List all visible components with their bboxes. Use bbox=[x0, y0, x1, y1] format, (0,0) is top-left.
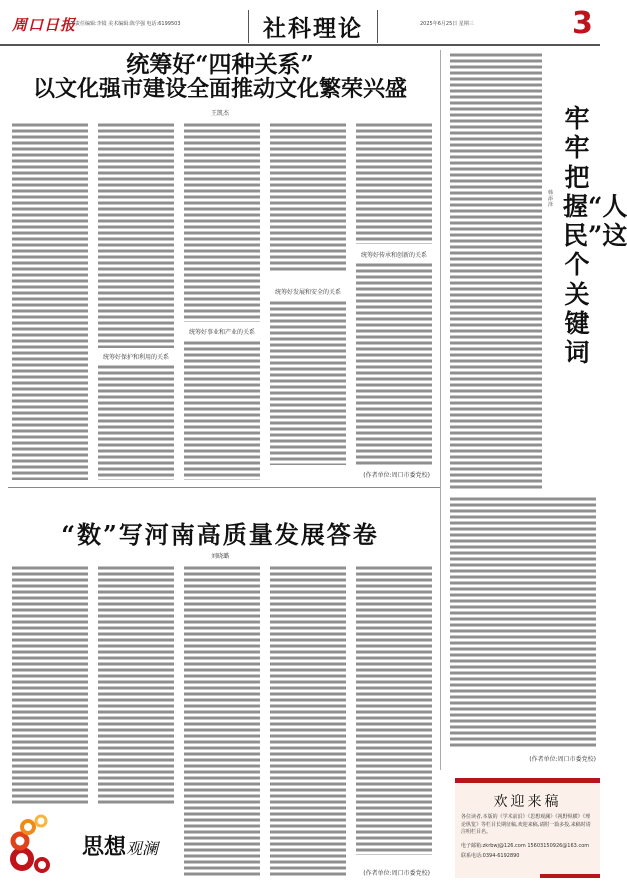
article2-byline: 刘晓璐 bbox=[210, 553, 229, 560]
article2-headline: “数”写河南高质量发展答卷 bbox=[61, 520, 379, 549]
article1-body-col bbox=[356, 262, 432, 465]
submission-notice bbox=[455, 778, 600, 878]
article1-body-col bbox=[184, 122, 260, 322]
header-divider bbox=[0, 44, 600, 46]
newspaper-logo: 周口日报 bbox=[12, 16, 77, 34]
article3-headline: 牢牢把握“人民”这个关键词 bbox=[563, 104, 627, 367]
headline-line2: 以文化强市建设全面推动文化繁荣兴盛 bbox=[32, 76, 407, 103]
article2-body-col bbox=[98, 565, 174, 805]
article3-body-col bbox=[450, 52, 542, 490]
article1-byline: 王凯杰 bbox=[210, 110, 229, 117]
article1-body-col bbox=[98, 122, 174, 348]
column-brand bbox=[8, 815, 158, 875]
article1-body-col bbox=[184, 340, 260, 480]
section-title: 社科理论 bbox=[248, 10, 378, 43]
article1-body-col bbox=[98, 364, 174, 480]
article1-subhead: 统筹好保护和利用的关系 bbox=[102, 354, 169, 361]
article1-body-col bbox=[356, 122, 432, 244]
article2-body-col bbox=[270, 565, 346, 877]
brand-title-b: 观澜 bbox=[126, 838, 159, 858]
page-number: 3 bbox=[572, 6, 593, 41]
article1-headline bbox=[0, 52, 440, 101]
issue-date: 2025年6月25日 星期三 bbox=[420, 21, 474, 27]
article1-body-col bbox=[270, 300, 346, 465]
article1-subhead: 统筹好发展和安全的关系 bbox=[274, 289, 341, 296]
article3-body-col bbox=[450, 496, 596, 748]
article2-author-unit: (作者单位:周口市委党校) bbox=[363, 870, 430, 877]
submission-email: 电子邮箱:zkrbwj@126.com 15603150926@163.com bbox=[461, 842, 590, 849]
article1-subhead: 统筹好事业和产业的关系 bbox=[188, 329, 255, 336]
article3-byline: 韩添泽 bbox=[548, 190, 554, 208]
article3-author-unit: (作者单位:周口市委党校) bbox=[529, 756, 596, 763]
box-accent bbox=[540, 874, 600, 878]
column-divider bbox=[440, 50, 441, 770]
submission-body: 各位读者,本版的《学术前沿》《思想观澜》《视野纵横》《理论纵览》等栏目长期征稿,欢迎来稿,请附一篇多投,来稿时请注明栏目名。 bbox=[461, 814, 591, 835]
article2-body-col bbox=[184, 565, 260, 877]
article1-body-col bbox=[270, 122, 346, 272]
brand-title: 思想 bbox=[82, 833, 127, 860]
editor-info: 责任编辑:李镜 美术编辑:陈学强 电话:6199503 bbox=[75, 21, 181, 27]
submission-title: 欢迎来稿 bbox=[493, 794, 562, 810]
submission-phone: 联系电话:0394-6192890 bbox=[461, 853, 520, 859]
article-divider bbox=[8, 487, 440, 488]
article2-body-col bbox=[12, 565, 88, 805]
article2-body-col bbox=[356, 565, 432, 855]
article1-body-col bbox=[12, 122, 88, 480]
article1-author-unit: (作者单位:周口市委党校) bbox=[363, 472, 430, 479]
brand-rings-icon bbox=[8, 815, 68, 875]
headline-line1: 统筹好“四种关系” bbox=[126, 51, 314, 78]
article1-subhead: 统筹好传承和创新的关系 bbox=[360, 252, 427, 259]
